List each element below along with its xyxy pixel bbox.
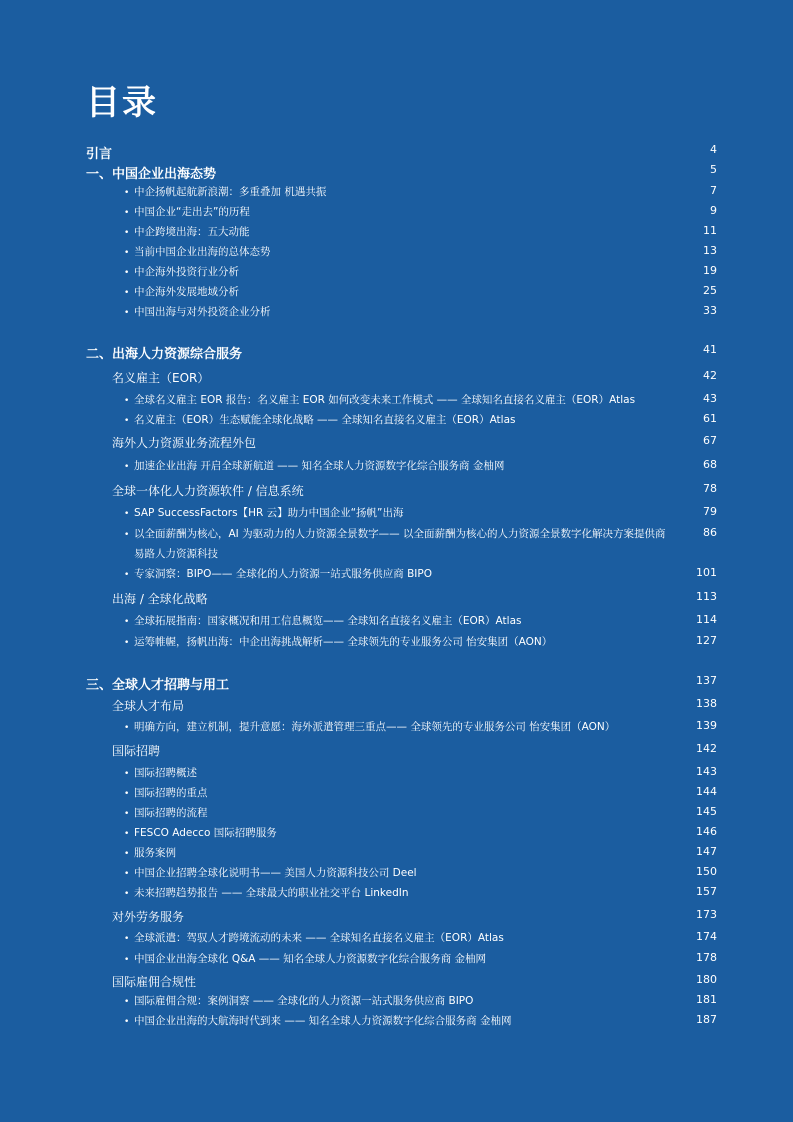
toc-page-number: 61 bbox=[703, 412, 717, 425]
bullet-icon: • bbox=[124, 1017, 130, 1027]
toc-entry-title bbox=[124, 634, 552, 649]
bullet-icon: • bbox=[124, 208, 130, 218]
toc-page-number: 144 bbox=[696, 785, 717, 798]
toc-entry-title: 名义雇主（EOR） bbox=[112, 371, 210, 385]
toc-page-number: 79 bbox=[703, 505, 717, 518]
bullet-icon: • bbox=[124, 769, 130, 779]
toc-page-number: 25 bbox=[703, 284, 717, 297]
toc-entry-title bbox=[124, 284, 239, 299]
toc-entry-title bbox=[124, 1013, 512, 1028]
toc-entry-label: 运筹帷幄，扬帆出海：中企出海挑战解析—— 全球领先的专业服务公司 怡安集团（AON） bbox=[134, 636, 553, 648]
toc-entry-label: 当前中国企业出海的总体态势 bbox=[134, 246, 271, 258]
toc-page-number: 19 bbox=[703, 264, 717, 277]
toc-entry-title: 全球一体化人力资源软件 / 信息系统 bbox=[112, 484, 304, 498]
toc-entry-label: 国际招聘概述 bbox=[134, 767, 197, 779]
toc-page-number: 4 bbox=[710, 143, 717, 156]
toc-entry-title bbox=[124, 224, 250, 239]
toc-entry-title: 海外人力资源业务流程外包 bbox=[112, 436, 257, 450]
toc-entry-title bbox=[124, 805, 208, 820]
toc-entry-title bbox=[124, 825, 277, 840]
toc-entry-label: 全球派遣：驾驭人才跨境流动的未来 —— 全球知名直接名义雇主（EOR）Atlas bbox=[134, 932, 504, 944]
toc-entry-label: 中国出海与对外投资企业分析 bbox=[134, 306, 271, 318]
bullet-icon: • bbox=[124, 570, 130, 580]
bullet-icon: • bbox=[124, 723, 130, 733]
toc-entry-title bbox=[124, 719, 615, 734]
toc-page-number: 127 bbox=[696, 634, 717, 647]
toc-page-number: 138 bbox=[696, 697, 717, 710]
toc-entry-title bbox=[124, 204, 250, 219]
toc-page-number: 43 bbox=[703, 392, 717, 405]
page-title: 目录 bbox=[86, 83, 158, 123]
bullet-icon: • bbox=[124, 268, 130, 278]
toc-entry-label: SAP SuccessFactors【HR 云】助力中国企业“扬帆”出海 bbox=[134, 507, 404, 519]
bullet-icon: • bbox=[124, 997, 130, 1007]
toc-page-number: 114 bbox=[696, 613, 717, 626]
toc-entry-title bbox=[124, 885, 409, 900]
bullet-icon: • bbox=[124, 934, 130, 944]
bullet-icon: • bbox=[124, 809, 130, 819]
toc-page-number: 5 bbox=[710, 163, 717, 176]
toc-entry-label: 以全面薪酬为核心，AI 为驱动力的人力资源全景数字—— 以全面薪酬为核心的人力资源全景数字化解决方案提供商 bbox=[134, 528, 666, 540]
toc-entry-title bbox=[124, 845, 176, 860]
toc-entry-title bbox=[124, 785, 208, 800]
toc-entry-title: 出海 / 全球化战略 bbox=[112, 592, 208, 606]
bullet-icon: • bbox=[124, 228, 130, 238]
toc-entry-title: 三、全球人才招聘与用工 bbox=[86, 678, 230, 693]
toc-page-number: 180 bbox=[696, 973, 717, 986]
toc-page-number: 178 bbox=[696, 951, 717, 964]
toc-page-number: 146 bbox=[696, 825, 717, 838]
toc-entry-title bbox=[124, 526, 665, 541]
bullet-icon: • bbox=[124, 396, 130, 406]
toc-entry-label: 名义雇主（EOR）生态赋能全球化战略 —— 全球知名直接名义雇主（EOR）Atlas bbox=[134, 414, 516, 426]
toc-entry-title: 引言 bbox=[86, 147, 113, 162]
toc-entry-label: 全球名义雇主 EOR 报告：名义雇主 EOR 如何改变未来工作模式 —— 全球知名直接名义雇主（EOR）Atlas bbox=[134, 394, 636, 406]
bullet-icon: • bbox=[124, 308, 130, 318]
toc-page-number: 101 bbox=[696, 566, 717, 579]
toc-page-number: 86 bbox=[703, 526, 717, 539]
toc-page-number: 13 bbox=[703, 244, 717, 257]
toc-entry-title bbox=[124, 765, 197, 780]
toc-page-number: 33 bbox=[703, 304, 717, 317]
bullet-icon: • bbox=[124, 889, 130, 899]
toc-entry-label: 中国企业出海全球化 Q&A —— 知名全球人力资源数字化综合服务商 金柚网 bbox=[134, 953, 486, 965]
toc-entry-title bbox=[124, 993, 473, 1008]
toc-entry-title bbox=[124, 505, 404, 520]
toc-entry-label: 全球拓展指南：国家概况和用工信息概览—— 全球知名直接名义雇主（EOR）Atlas bbox=[134, 615, 522, 627]
toc-page-number: 137 bbox=[696, 674, 717, 687]
toc-entry-label: 中国企业出海的大航海时代到来 —— 知名全球人力资源数字化综合服务商 金柚网 bbox=[134, 1015, 512, 1027]
toc-entry-title bbox=[124, 412, 516, 427]
toc-entry-label: 中企跨境出海：五大动能 bbox=[134, 226, 250, 238]
toc-page-number: 147 bbox=[696, 845, 717, 858]
toc-page-number: 173 bbox=[696, 908, 717, 921]
toc-entry-label-continued: 易路人力资源科技 bbox=[134, 548, 218, 560]
toc-entry-title bbox=[124, 865, 417, 880]
bullet-icon: • bbox=[124, 869, 130, 879]
toc-entry-label: 中国企业“走出去”的历程 bbox=[134, 206, 250, 218]
toc-entry-title bbox=[124, 951, 486, 966]
toc-entry-title: 国际雇佣合规性 bbox=[112, 975, 197, 989]
toc-page-number: 113 bbox=[696, 590, 717, 603]
toc-page-number: 139 bbox=[696, 719, 717, 732]
toc-entry-label: 专家洞察：BIPO—— 全球化的人力资源一站式服务供应商 BIPO bbox=[134, 568, 432, 580]
toc-entry-title bbox=[124, 458, 504, 473]
bullet-icon: • bbox=[124, 955, 130, 965]
bullet-icon: • bbox=[124, 416, 130, 426]
toc-page-number: 78 bbox=[703, 482, 717, 495]
bullet-icon: • bbox=[124, 617, 130, 627]
toc-entry-title: 国际招聘 bbox=[112, 744, 161, 758]
toc-entry-label: 中企海外发展地域分析 bbox=[134, 286, 239, 298]
toc-entry-label: 中企扬帆起航新浪潮：多重叠加 机遇共振 bbox=[134, 186, 327, 198]
toc-page-number: 145 bbox=[696, 805, 717, 818]
bullet-icon: • bbox=[124, 509, 130, 519]
bullet-icon: • bbox=[124, 288, 130, 298]
bullet-icon: • bbox=[124, 638, 130, 648]
toc-page-number: 9 bbox=[710, 204, 717, 217]
toc-entry-title bbox=[124, 304, 271, 319]
bullet-icon: • bbox=[124, 530, 130, 540]
toc-entry-title: 对外劳务服务 bbox=[112, 910, 185, 924]
toc-page-number: 143 bbox=[696, 765, 717, 778]
toc-entry-title bbox=[124, 244, 271, 259]
toc-page-number: 11 bbox=[703, 224, 717, 237]
toc-entry-label: 国际招聘的流程 bbox=[134, 807, 208, 819]
toc-entry-title bbox=[124, 392, 635, 407]
toc-page-number: 68 bbox=[703, 458, 717, 471]
bullet-icon: • bbox=[124, 829, 130, 839]
toc-page-number: 150 bbox=[696, 865, 717, 878]
toc-entry-title: 一、中国企业出海态势 bbox=[86, 167, 217, 182]
toc-page-number: 42 bbox=[703, 369, 717, 382]
bullet-icon: • bbox=[124, 789, 130, 799]
toc-entry-label: 服务案例 bbox=[134, 847, 176, 859]
toc-page-number: 174 bbox=[696, 930, 717, 943]
toc-page-number: 157 bbox=[696, 885, 717, 898]
toc-entry-label: 国际雇佣合规：案例洞察 —— 全球化的人力资源一站式服务供应商 BIPO bbox=[134, 995, 474, 1007]
toc-page-number: 181 bbox=[696, 993, 717, 1006]
bullet-icon: • bbox=[124, 248, 130, 258]
toc-page-number: 142 bbox=[696, 742, 717, 755]
toc-entry-title bbox=[124, 184, 326, 199]
toc-entry-label: 中企海外投资行业分析 bbox=[134, 266, 239, 278]
toc-entry-label: 未来招聘趋势报告 —— 全球最大的职业社交平台 LinkedIn bbox=[134, 887, 409, 899]
toc-entry-label: 加速企业出海 开启全球新航道 —— 知名全球人力资源数字化综合服务商 金柚网 bbox=[134, 460, 505, 472]
toc-entry-label: 中国企业招聘全球化说明书—— 美国人力资源科技公司 Deel bbox=[134, 867, 417, 879]
toc-page-number: 41 bbox=[703, 343, 717, 356]
toc-entry-label: FESCO Adecco 国际招聘服务 bbox=[134, 827, 277, 839]
toc-page-number: 187 bbox=[696, 1013, 717, 1026]
bullet-icon: • bbox=[124, 462, 130, 472]
toc-entry-label: 国际招聘的重点 bbox=[134, 787, 208, 799]
bullet-icon: • bbox=[124, 188, 130, 198]
toc-entry-title bbox=[124, 264, 239, 279]
toc-entry-label: 明确方向，建立机制，提升意愿：海外派遣管理三重点—— 全球领先的专业服务公司 怡安集团（AON） bbox=[134, 721, 616, 733]
toc-page-number: 7 bbox=[710, 184, 717, 197]
bullet-icon: • bbox=[124, 849, 130, 859]
toc-entry-title bbox=[124, 566, 432, 581]
toc-entry-title bbox=[124, 930, 504, 945]
toc-entry-title: 二、出海人力资源综合服务 bbox=[86, 347, 243, 362]
toc-page-number: 67 bbox=[703, 434, 717, 447]
toc-entry-title: 全球人才布局 bbox=[112, 699, 185, 713]
toc-entry-title bbox=[124, 613, 521, 628]
